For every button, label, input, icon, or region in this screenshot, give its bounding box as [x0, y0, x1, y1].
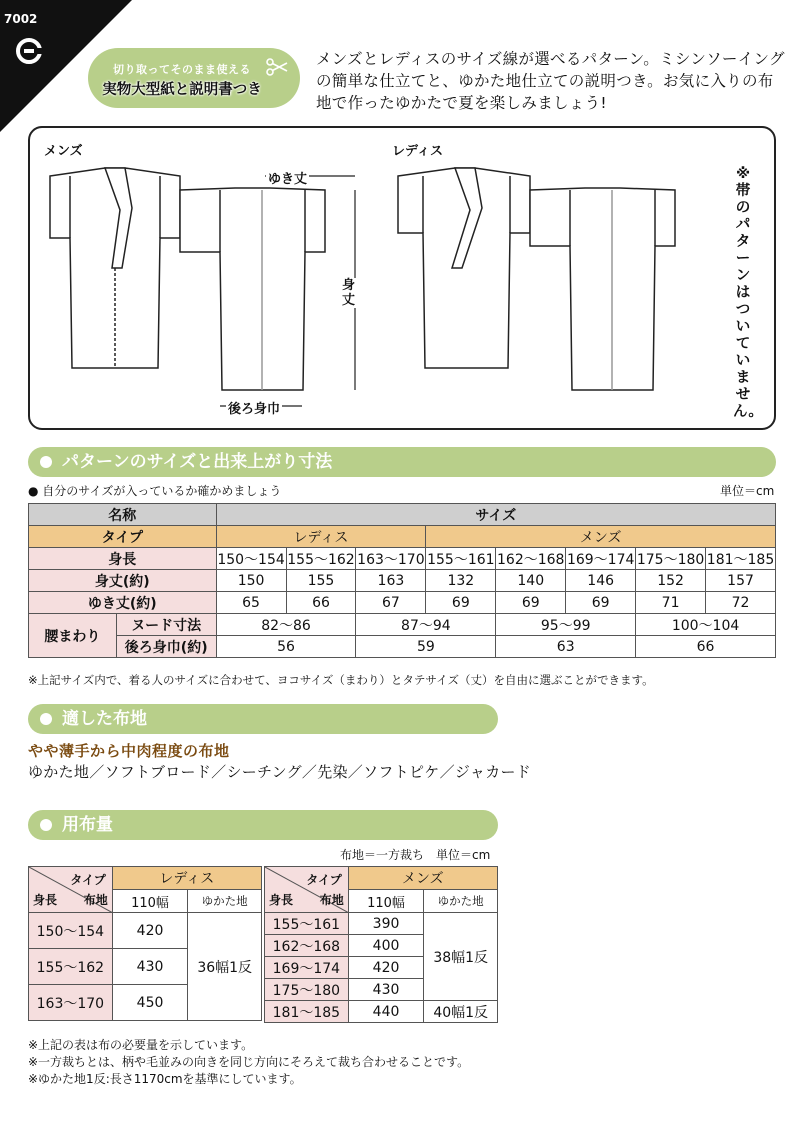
scissors-icon [266, 58, 288, 76]
ladies-yardage-table: タイプ 身長 布地 レディス 110幅 ゆかた地 150〜154 420 36幅1反 155〜162 430 163〜170 450 [28, 866, 262, 1021]
fabric-subtitle: やや薄手から中肉程度の布地 [28, 742, 230, 760]
table-cell: 162〜168 [496, 548, 566, 570]
table-cell: 157 [706, 570, 776, 592]
table-cell: 66 [286, 592, 356, 614]
table-cell: 155〜162 [286, 548, 356, 570]
table-cell: 82〜86 [216, 614, 356, 636]
garment-illustration [28, 126, 776, 430]
ladies-label: レディス [392, 144, 443, 159]
nude-row: 腰まわり ヌード寸法 82〜86 87〜94 95〜99 100〜104 [29, 614, 776, 636]
table-cell: 150 [216, 570, 286, 592]
diag-header: タイプ 身長 布地 [265, 867, 349, 913]
table-cell: 69 [496, 592, 566, 614]
table-cell: 132 [426, 570, 496, 592]
obi-note: ※帯のパターンはついていません。 [733, 166, 763, 420]
mens-type: メンズ [348, 867, 497, 890]
table-cell: 59 [356, 636, 496, 658]
table-cell: 71 [636, 592, 706, 614]
table-cell: 146 [566, 570, 636, 592]
header-size: サイズ [216, 504, 775, 526]
mens-yukata-b: 40幅1反 [424, 1001, 498, 1023]
table-cell: 69 [566, 592, 636, 614]
table-cell: 155〜161 [426, 548, 496, 570]
ushiro-label: 後ろ身巾 [226, 398, 282, 417]
ladies-type: レディス [112, 867, 261, 890]
table-cell: 155 [286, 570, 356, 592]
mens-yardage-table: タイプ 身長 布地 メンズ 110幅 ゆかた地 155〜161 390 38幅1反 162〜168 400 169〜174 420 175〜180 430 181〜185 440 40幅1反 [264, 866, 498, 1023]
table-cell: 175〜180 [636, 548, 706, 570]
header-name: 名称 [29, 504, 217, 526]
height-row: 身長 150〜154 155〜162 163〜170 155〜161 162〜168 169〜174 175〜180 181〜185 [29, 548, 776, 570]
waist-label: 腰まわり [29, 614, 117, 658]
diag-header: タイプ 身長 布地 [29, 867, 113, 913]
yardage-section-header: 用布量 [28, 810, 498, 840]
table-cell: 100〜104 [636, 614, 776, 636]
back-row: 後ろ身巾(約) 56 59 63 66 [29, 636, 776, 658]
size-subnote: ● 自分のサイズが入っているか確かめましょう [28, 484, 282, 498]
mens-label: メンズ [44, 144, 83, 159]
brand-logo [16, 38, 42, 64]
fabric-section-header: 適した布地 [28, 704, 498, 734]
size-footnote: ※上記サイズ内で、着る人のサイズに合わせて、ヨコサイズ（まわり）とタテサイズ（丈）を自由に選ぶことができます。 [28, 673, 654, 687]
table-cell: 169〜174 [566, 548, 636, 570]
ladies-yukata-value: 36幅1反 [188, 913, 262, 1021]
yardage-note-3: ※ゆかた地1反:長さ1170cmを基準にしています。 [28, 1072, 302, 1086]
size-table [28, 503, 776, 658]
type-mens: メンズ [426, 526, 776, 548]
intro-text: メンズとレディスのサイズ線が選べるパターン。ミシンソーイングの簡単な仕立てと、ゆかた地仕立ての説明つき。お気に入りの布地で作ったゆかたで夏を楽しみましょう! [316, 50, 785, 112]
table-cell: 181〜185 [706, 548, 776, 570]
yukata-drawings [30, 128, 730, 428]
table-cell: 163 [356, 570, 426, 592]
table-cell: 67 [356, 592, 426, 614]
table-cell: 56 [216, 636, 356, 658]
size-unit: 単位＝cm [720, 484, 775, 498]
table-cell: 63 [496, 636, 636, 658]
table-cell: 87〜94 [356, 614, 496, 636]
type-ladies: レディス [216, 526, 426, 548]
table-cell: 72 [706, 592, 776, 614]
table-cell: 65 [216, 592, 286, 614]
yardage-note-2: ※一方裁ちとは、柄や毛並みの向きを同じ方向にそろえて裁ち合わせることです。 [28, 1055, 470, 1069]
table-cell: 152 [636, 570, 706, 592]
mitake-label: 身丈 [342, 278, 358, 308]
badge-subtitle: 切り取ってそのまま使える [113, 63, 251, 76]
yuki-label: ゆき丈 [266, 168, 309, 187]
header-type: タイプ [29, 526, 217, 548]
mitake-row: 身丈(約) 150 155 163 132 140 146 152 157 [29, 570, 776, 592]
table-cell: 69 [426, 592, 496, 614]
product-code: 7002 [4, 12, 38, 26]
table-cell: 95〜99 [496, 614, 636, 636]
yardage-note-1: ※上記の表は布の必要量を示しています。 [28, 1038, 254, 1052]
table-cell: 150〜154 [216, 548, 286, 570]
badge-title: 実物大型紙と説明書つき [102, 82, 262, 98]
mens-yukata-a: 38幅1反 [424, 913, 498, 1001]
yardage-meta: 布地＝一方裁ち 単位＝cm [340, 848, 491, 862]
feature-badge [88, 48, 300, 108]
size-section-header: パターンのサイズと出来上がり寸法 [28, 447, 776, 477]
table-cell: 140 [496, 570, 566, 592]
table-cell: 163〜170 [356, 548, 426, 570]
yuki-row: ゆき丈(約) 65 66 67 69 69 69 71 72 [29, 592, 776, 614]
fabric-list: ゆかた地／ソフトブロード／シーチング／先染／ソフトピケ／ジャカード [28, 763, 532, 781]
table-cell: 66 [636, 636, 776, 658]
